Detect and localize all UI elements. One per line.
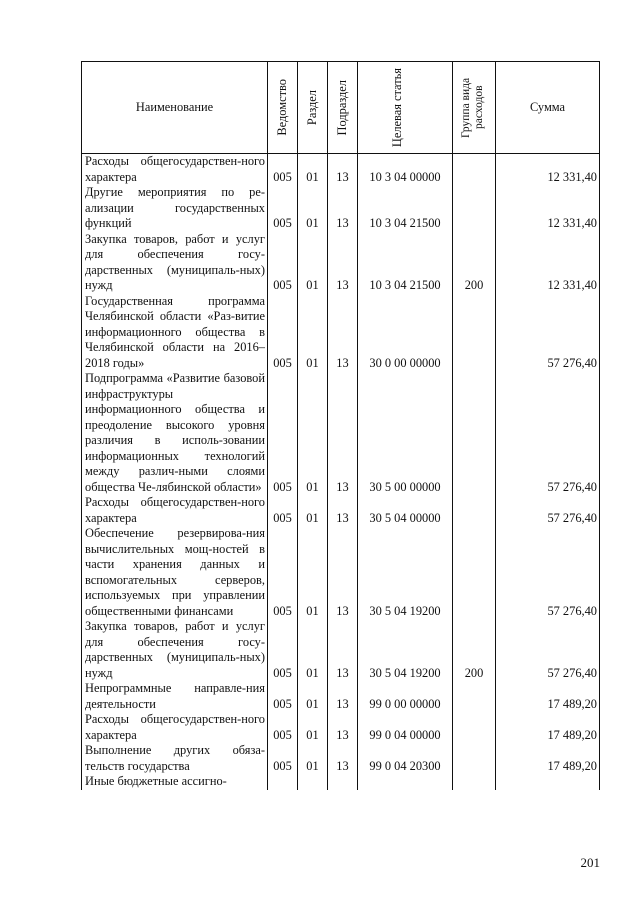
header-celevaya-statya: Целевая статья	[358, 62, 453, 154]
row-name: Закупка товаров, работ и услуг для обеспечения госу-дарственных (муниципаль-ных) нужд	[82, 619, 268, 681]
row-celevaya-statya: 30 5 04 19200	[358, 619, 453, 681]
row-summa	[496, 774, 600, 790]
row-summa: 57 276,40	[496, 294, 600, 372]
row-razdel: 01	[298, 495, 328, 526]
row-podrazdel: 13	[328, 495, 358, 526]
row-name: Расходы общегосударствен-ного характера	[82, 154, 268, 186]
row-podrazdel	[328, 774, 358, 790]
row-summa: 12 331,40	[496, 154, 600, 186]
row-name: Государственная программа Челябинской области «Раз-витие информационного общества в Челябинской области на 2016–2018 годы»	[82, 294, 268, 372]
row-summa: 17 489,20	[496, 743, 600, 774]
header-summa: Сумма	[496, 62, 600, 154]
row-razdel: 01	[298, 185, 328, 232]
row-vedomstvo: 005	[268, 712, 298, 743]
header-gruppa-vida-rashodov: Группа вида расходов	[453, 62, 496, 154]
table-header-row	[82, 62, 600, 154]
row-podrazdel: 13	[328, 619, 358, 681]
row-podrazdel: 13	[328, 681, 358, 712]
row-celevaya-statya: 10 3 04 21500	[358, 185, 453, 232]
table-row	[82, 371, 600, 495]
row-celevaya-statya: 10 3 04 00000	[358, 154, 453, 186]
row-name: Выполнение других обяза-тельств государства	[82, 743, 268, 774]
table-row	[82, 774, 600, 790]
table-row	[82, 154, 600, 186]
table-body	[82, 154, 600, 790]
row-razdel: 01	[298, 712, 328, 743]
table-row	[82, 232, 600, 294]
header-razdel: Раздел	[298, 62, 328, 154]
row-vedomstvo: 005	[268, 495, 298, 526]
row-gruppa	[453, 371, 496, 495]
row-podrazdel: 13	[328, 185, 358, 232]
row-summa: 17 489,20	[496, 681, 600, 712]
budget-table	[81, 61, 600, 790]
row-podrazdel: 13	[328, 371, 358, 495]
row-name: Иные бюджетные ассигно-	[82, 774, 268, 790]
row-vedomstvo: 005	[268, 154, 298, 186]
row-razdel: 01	[298, 154, 328, 186]
row-gruppa	[453, 681, 496, 712]
table-row	[82, 712, 600, 743]
row-name: Непрограммные направле-ния деятельности	[82, 681, 268, 712]
row-podrazdel: 13	[328, 526, 358, 619]
row-razdel: 01	[298, 526, 328, 619]
table-row	[82, 294, 600, 372]
table-row	[82, 619, 600, 681]
row-razdel	[298, 774, 328, 790]
row-razdel: 01	[298, 294, 328, 372]
row-celevaya-statya: 30 5 00 00000	[358, 371, 453, 495]
row-razdel: 01	[298, 743, 328, 774]
table-row	[82, 185, 600, 232]
row-vedomstvo: 005	[268, 743, 298, 774]
row-summa: 57 276,40	[496, 371, 600, 495]
row-vedomstvo: 005	[268, 526, 298, 619]
row-summa: 57 276,40	[496, 495, 600, 526]
row-celevaya-statya: 30 0 00 00000	[358, 294, 453, 372]
table-row	[82, 495, 600, 526]
row-gruppa	[453, 774, 496, 790]
table-row	[82, 526, 600, 619]
row-name: Подпрограмма «Развитие базовой инфраструктуры информационного общества и преодоление высокого уровня различия в исполь-зовании информационных технологий между различ-ными слоями общества Че-лябинской области»	[82, 371, 268, 495]
row-celevaya-statya: 99 0 04 20300	[358, 743, 453, 774]
row-celevaya-statya: 30 5 04 19200	[358, 526, 453, 619]
row-gruppa	[453, 712, 496, 743]
row-gruppa	[453, 495, 496, 526]
row-summa: 17 489,20	[496, 712, 600, 743]
row-podrazdel: 13	[328, 294, 358, 372]
row-gruppa	[453, 743, 496, 774]
row-gruppa: 200	[453, 619, 496, 681]
row-name: Закупка товаров, работ и услуг для обеспечения госу-дарственных (муниципаль-ных) нужд	[82, 232, 268, 294]
row-podrazdel: 13	[328, 232, 358, 294]
row-razdel: 01	[298, 681, 328, 712]
row-celevaya-statya: 30 5 04 00000	[358, 495, 453, 526]
row-summa: 57 276,40	[496, 619, 600, 681]
row-celevaya-statya: 10 3 04 21500	[358, 232, 453, 294]
header-podrazdel: Подраздел	[328, 62, 358, 154]
row-vedomstvo: 005	[268, 185, 298, 232]
row-vedomstvo: 005	[268, 371, 298, 495]
row-podrazdel: 13	[328, 743, 358, 774]
row-celevaya-statya: 99 0 00 00000	[358, 681, 453, 712]
table-row	[82, 743, 600, 774]
row-name: Расходы общегосударствен-ного характера	[82, 712, 268, 743]
row-name: Другие мероприятия по ре-ализации государственных функций	[82, 185, 268, 232]
row-gruppa	[453, 526, 496, 619]
row-podrazdel: 13	[328, 712, 358, 743]
row-summa: 12 331,40	[496, 232, 600, 294]
row-vedomstvo	[268, 774, 298, 790]
row-razdel: 01	[298, 371, 328, 495]
row-vedomstvo: 005	[268, 294, 298, 372]
row-summa: 57 276,40	[496, 526, 600, 619]
header-name: Наименование	[82, 62, 268, 154]
row-vedomstvo: 005	[268, 619, 298, 681]
row-celevaya-statya	[358, 774, 453, 790]
row-name: Обеспечение резервирова-ния вычислительных мощ-ностей в части хранения данных и вспомогательных серверов, используемых при управлении общественными финансами	[82, 526, 268, 619]
row-gruppa	[453, 154, 496, 186]
row-name: Расходы общегосударствен-ного характера	[82, 495, 268, 526]
row-razdel: 01	[298, 619, 328, 681]
table-row	[82, 681, 600, 712]
row-vedomstvo: 005	[268, 681, 298, 712]
page-number: 201	[580, 855, 600, 870]
row-podrazdel: 13	[328, 154, 358, 186]
row-gruppa	[453, 185, 496, 232]
row-summa: 12 331,40	[496, 185, 600, 232]
row-gruppa: 200	[453, 232, 496, 294]
row-vedomstvo: 005	[268, 232, 298, 294]
row-celevaya-statya: 99 0 04 00000	[358, 712, 453, 743]
header-vedomstvo: Ведомство	[268, 62, 298, 154]
row-gruppa	[453, 294, 496, 372]
row-razdel: 01	[298, 232, 328, 294]
